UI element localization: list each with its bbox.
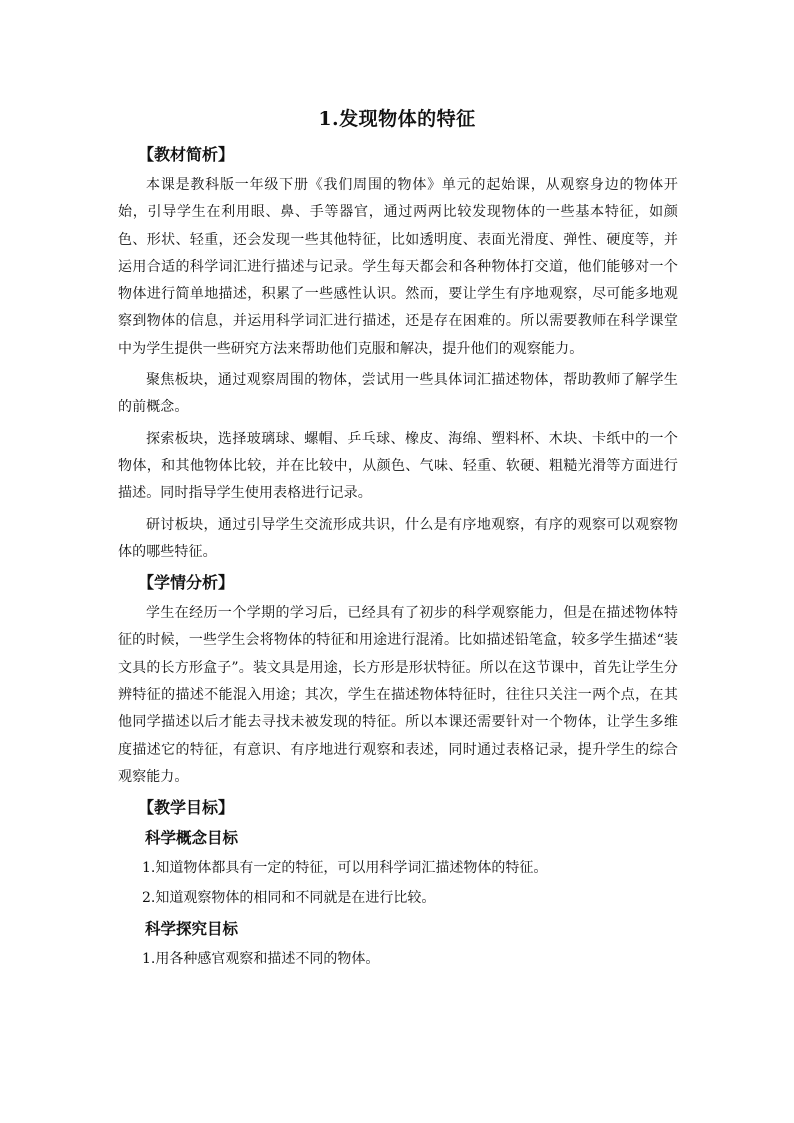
subheading-concept-goals: 科学概念目标 [145,828,239,848]
paragraph: 本课是教科版一年级下册《我们周围的物体》单元的起始课，从观察身边的物体开始，引导学生在利用眼、鼻、手等器官，通过两两比较发现物体的一些基本特征，如颜色、形状、轻重，还会发现一些其他特征，比如透明度、表面光滑度、弹性、硬度等，并运用合适的科学词汇进行描述与记录。学生每天都会和各种物体打交道，他们能够对一个物体进行简单地描述，积累了一些感性认识。然而，要让学生有序地观察，尽可能多地观察到物体的信息，并运用科学词汇进行描述，还是存在困难的。所以需要教师在科学课堂中为学生提供一些研究方法来帮助他们克服和解决，提升他们的观察能力。 [118,177,678,357]
subheading-inquiry-goals: 科学探究目标 [145,919,239,939]
paragraph: 学生在经历一个学期的学习后，已经具有了初步的科学观察能力，但是在描述物体特征的时候，一些学生会将物体的特征和用途进行混淆。比如描述铅笔盒，较多学生描述“装文具的长方形盒子”。装文具是用途，长方形是形状特征。所以在这节课中，首先让学生分辨特征的描述不能混入用途；其次，学生在描述物体特征时，往往只关注一两个点，在其他同学描述以后才能去寻找未被发现的特征。所以本课还需要针对一个物体，让学生多维度描述它的特征，有意识、有序地进行观察和表述，同时通过表格记录，提升学生的综合观察能力。 [118,605,678,785]
list-item: 1.知道物体都具有一定的特征，可以用科学词汇描述物体的特征。 [142,860,548,877]
section-heading-student: 【学情分析】 [138,573,235,593]
paragraph: 探索板块，选择玻璃球、螺帽、乒乓球、橡皮、海绵、塑料杯、木块、卡纸中的一个物体，和其他物体比较，并在比较中，从颜色、气味、轻重、软硬、粗糙光滑等方面进行描述。同时指导学生使用表格进行记录。 [118,430,678,502]
document-title: 1.发现物体的特征 [318,108,476,130]
section-heading-analysis: 【教材简析】 [138,145,235,164]
document-body [118,142,678,976]
paragraph: 聚焦板块，通过观察周围的物体，尝试用一些具体词汇描述物体，帮助教师了解学生的前概念。 [118,372,678,416]
list-item: 2.知道观察物体的相同和不同就是在进行比较。 [142,890,436,907]
list-item: 1.用各种感官观察和描述不同的物体。 [142,951,380,968]
section-heading-goals: 【教学目标】 [138,798,235,818]
paragraph: 研讨板块，通过引导学生交流形成共识，什么是有序地观察，有序的观察可以观察物体的哪些特征。 [118,516,678,560]
